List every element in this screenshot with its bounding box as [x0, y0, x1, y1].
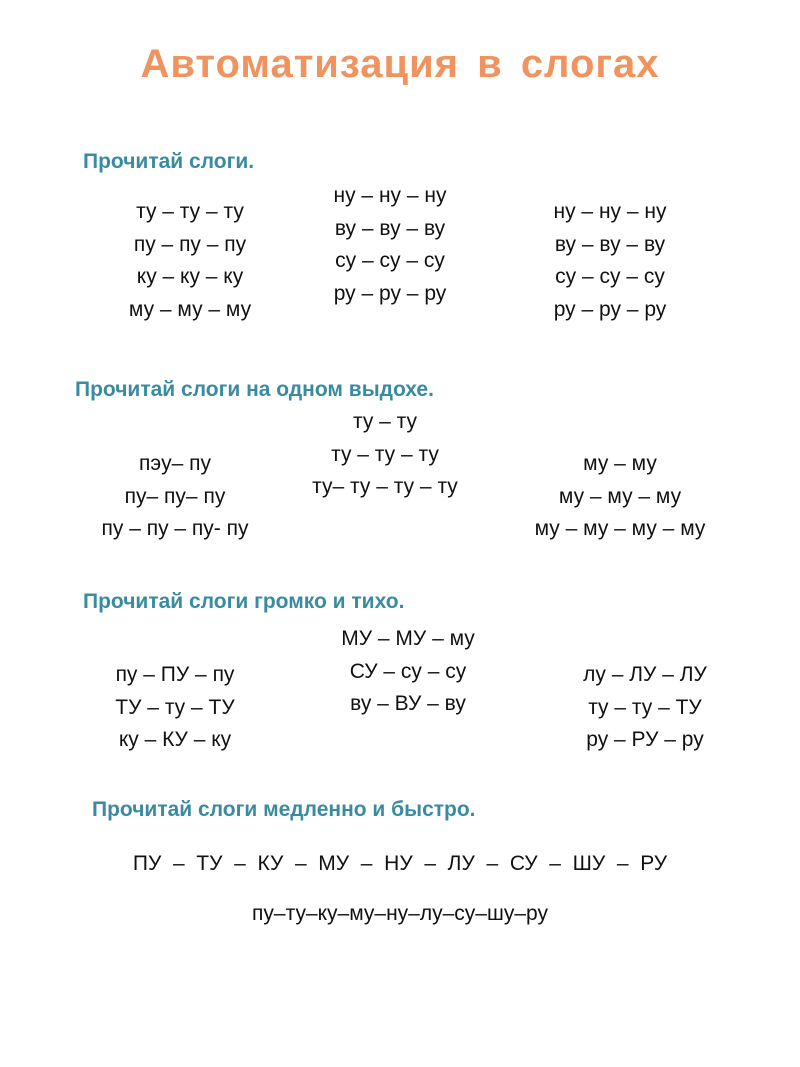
section-2-column-2 — [295, 406, 475, 504]
syllable-line: су – су – су — [335, 249, 445, 272]
syllable-line: ву – ВУ – ву — [350, 692, 466, 715]
syllable-line: му – му – му — [558, 484, 682, 508]
syllable-line: ку – ку – ку — [136, 265, 244, 288]
section-2-heading: Прочитай слоги на одном выдохе. — [75, 378, 434, 401]
syllable-line: ну – ну – ну — [333, 184, 447, 207]
syllable-line: ту – ту – ТУ — [588, 695, 702, 719]
syllable-line: ту – ту — [352, 410, 418, 433]
syllable-line: пу – пу – пу — [133, 232, 247, 256]
syllable-line: ру – РУ – ру — [586, 728, 704, 751]
syllable-line: му – му – му — [128, 297, 252, 321]
section-4-heading: Прочитай слоги медленно и быстро. — [92, 798, 476, 821]
syllable-line: му – му — [583, 452, 657, 475]
section-2-column-3 — [520, 448, 720, 546]
syllable-line: ТУ – ту – ТУ — [115, 695, 235, 719]
syllable-line: ку – КУ – ку — [118, 728, 232, 751]
syllable-line: пу– пу– пу — [124, 484, 226, 508]
section-1-column-3 — [530, 196, 690, 326]
section-3-column-2 — [318, 623, 498, 721]
slow-syllable-sequence: ПУ – ТУ – КУ – МУ – НУ – ЛУ – СУ – ШУ – РУ — [132, 852, 668, 875]
page-title: Автоматизация в слогах — [140, 42, 660, 86]
syllable-line: ту – ту – ту — [331, 442, 439, 466]
syllable-line: ву – ву – ву — [554, 232, 666, 256]
syllable-line: су – су – су — [555, 265, 665, 288]
syllable-line: лу – ЛУ – ЛУ — [583, 663, 707, 686]
syllable-line: му – му – му – му — [534, 517, 706, 540]
syllable-line: пу – ПУ – пу — [115, 663, 235, 686]
syllable-line: пэу– пу — [139, 452, 211, 475]
syllable-line: ту – ту – ту — [136, 200, 244, 223]
section-3-heading: Прочитай слоги громко и тихо. — [83, 590, 405, 613]
section-1-column-2 — [310, 180, 470, 310]
section-3-column-3 — [555, 659, 735, 757]
syllable-line: ну – ну – ну — [553, 200, 667, 223]
fast-syllable-sequence: пу–ту–ку–му–ну–лу–су–шу–ру — [252, 902, 548, 925]
section-1-heading: Прочитай слоги. — [83, 150, 255, 173]
syllable-line: ру – ру – ру — [333, 281, 447, 305]
section-3-column-1 — [85, 659, 265, 757]
syllable-line: ву – ву – ву — [334, 216, 446, 240]
section-1-column-1 — [110, 196, 270, 326]
section-2-column-1 — [85, 448, 265, 546]
syllable-line: ту– ту – ту – ту — [312, 475, 458, 498]
syllable-line: МУ – МУ – му — [341, 627, 475, 650]
syllable-line: пу – пу – пу- пу — [101, 517, 249, 540]
syllable-line: ру – ру – ру — [553, 297, 667, 321]
syllable-line: СУ – су – су — [349, 659, 467, 683]
